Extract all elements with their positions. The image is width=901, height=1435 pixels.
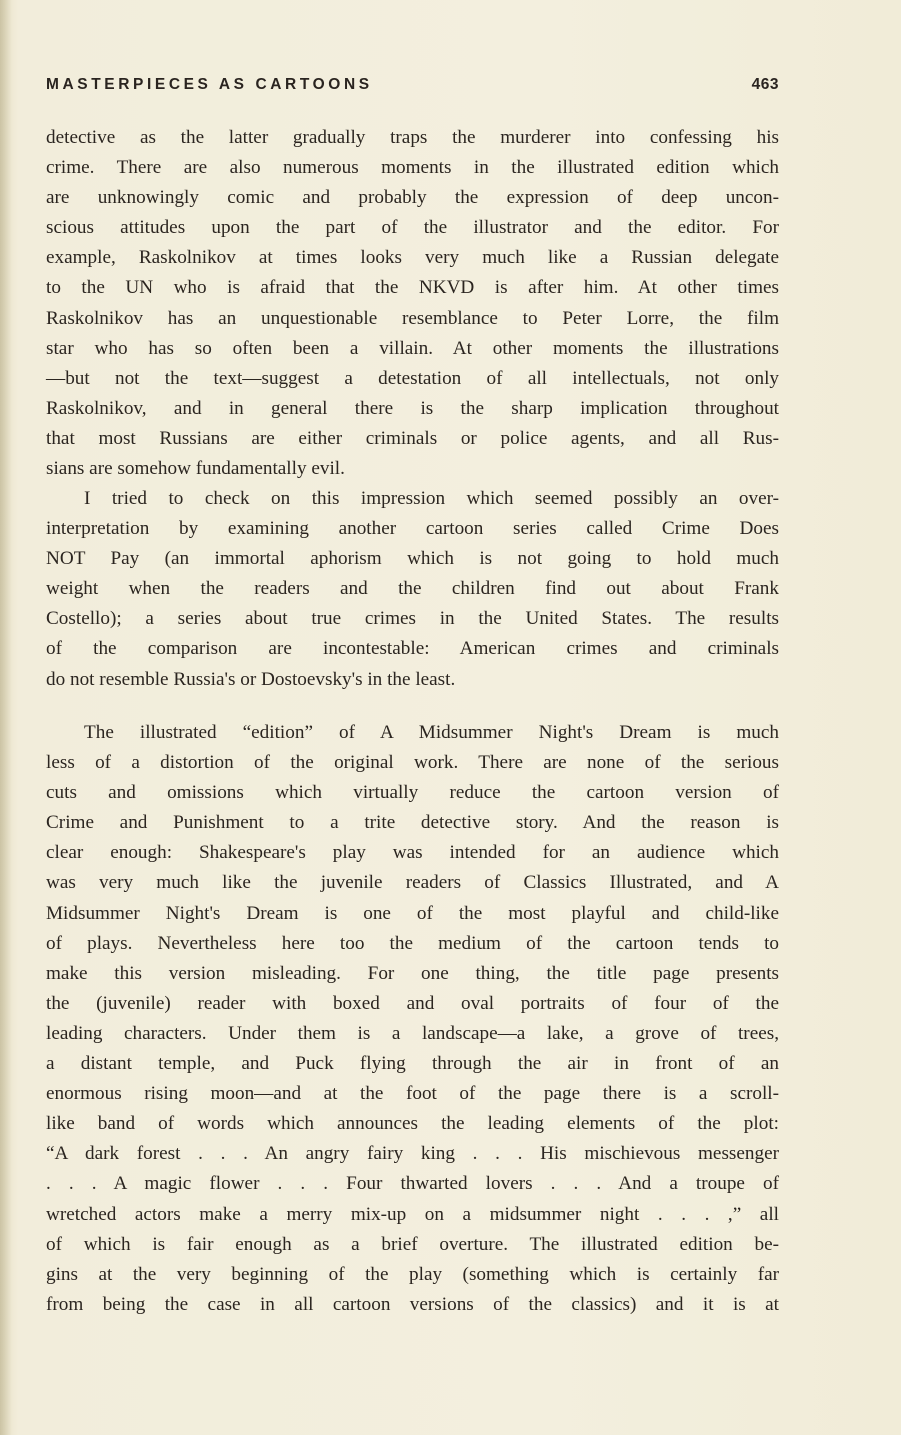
- text-line: Raskolnikov, and in general there is the sharp implication throughout: [46, 397, 779, 419]
- text-line: of which is fair enough as a brief overture. The illustrated edition be-: [46, 1233, 779, 1255]
- paragraph-3: [46, 718, 779, 1320]
- paragraph-1: [46, 123, 779, 484]
- text-line: I tried to check on this impression which seemed possibly an over-: [84, 488, 779, 509]
- text-line: . . . A magic flower . . . Four thwarted lovers . . . And a troupe of: [46, 1173, 779, 1195]
- text-line: leading characters. Under them is a landscape—a lake, a grove of trees,: [46, 1022, 779, 1044]
- text-line: like band of words which announces the leading elements of the plot:: [46, 1113, 779, 1135]
- text-line: that most Russians are either criminals or police agents, and all Rus-: [46, 427, 779, 449]
- text-line: less of a distortion of the original work. There are none of the serious: [46, 752, 779, 774]
- page-binding-edge: [0, 0, 12, 1435]
- text-line: NOT Pay (an immortal aphorism which is not going to hold much: [46, 548, 779, 570]
- text-line: sians are somehow fundamentally evil.: [46, 458, 345, 480]
- text-line: a distant temple, and Puck flying through the air in front of an: [46, 1053, 779, 1075]
- text-line: Midsummer Night's Dream is one of the most playful and child-like: [46, 902, 779, 924]
- paragraph-2: [46, 484, 779, 695]
- text-line: make this version misleading. For one thing, the title page presents: [46, 962, 779, 984]
- text-line: star who has so often been a villain. At other moments the illustrations: [46, 337, 779, 359]
- text-line: enormous rising moon—and at the foot of the page there is a scroll-: [46, 1083, 779, 1105]
- text-line: weight when the readers and the children find out about Frank: [46, 578, 779, 600]
- text-line: —but not the text—suggest a detestation of all intellectuals, not only: [46, 367, 779, 389]
- text-line: interpretation by examining another cartoon series called Crime Does: [46, 518, 779, 540]
- running-header: [46, 76, 779, 98]
- text-line: crime. There are also numerous moments in the illustrated edition which: [46, 157, 779, 179]
- text-line: are unknowingly comic and probably the expression of deep uncon-: [46, 187, 779, 209]
- text-line: to the UN who is afraid that the NKVD is after him. At other times: [46, 277, 779, 299]
- text-line: example, Raskolnikov at times looks very much like a Russian delegate: [46, 247, 779, 269]
- text-line: of the comparison are incontestable: American crimes and criminals: [46, 638, 779, 660]
- text-line: gins at the very beginning of the play (something which is certainly far: [46, 1263, 779, 1285]
- text-line: Costello); a series about true crimes in the United States. The results: [46, 608, 779, 630]
- text-line: do not resemble Russia's or Dostoevsky's in the least.: [46, 668, 456, 690]
- text-line: scious attitudes upon the part of the illustrator and the editor. For: [46, 217, 779, 239]
- text-line: Crime and Punishment to a trite detective story. And the reason is: [46, 812, 779, 834]
- running-title: MASTERPIECES AS CARTOONS: [46, 76, 373, 93]
- text-line: detective as the latter gradually traps the murderer into confessing his: [46, 127, 779, 148]
- text-line: of plays. Nevertheless here too the medium of the cartoon tends to: [46, 932, 779, 954]
- text-line: the (juvenile) reader with boxed and oval portraits of four of the: [46, 992, 779, 1014]
- text-line: wretched actors make a merry mix-up on a midsummer night . . . ,” all: [46, 1203, 779, 1225]
- text-line: The illustrated “edition” of A Midsummer Night's Dream is much: [84, 722, 779, 743]
- text-line: from being the case in all cartoon versions of the classics) and it is at: [46, 1293, 779, 1315]
- text-line: Raskolnikov has an unquestionable resemblance to Peter Lorre, the film: [46, 307, 779, 329]
- text-line: clear enough: Shakespeare's play was intended for an audience which: [46, 842, 779, 864]
- text-line: “A dark forest . . . An angry fairy king . . . His mischievous messenger: [46, 1143, 779, 1165]
- text-line: cuts and omissions which virtually reduce the cartoon version of: [46, 782, 779, 804]
- page-number: 463: [751, 76, 779, 93]
- text-line: was very much like the juvenile readers of Classics Illustrated, and A: [46, 872, 779, 894]
